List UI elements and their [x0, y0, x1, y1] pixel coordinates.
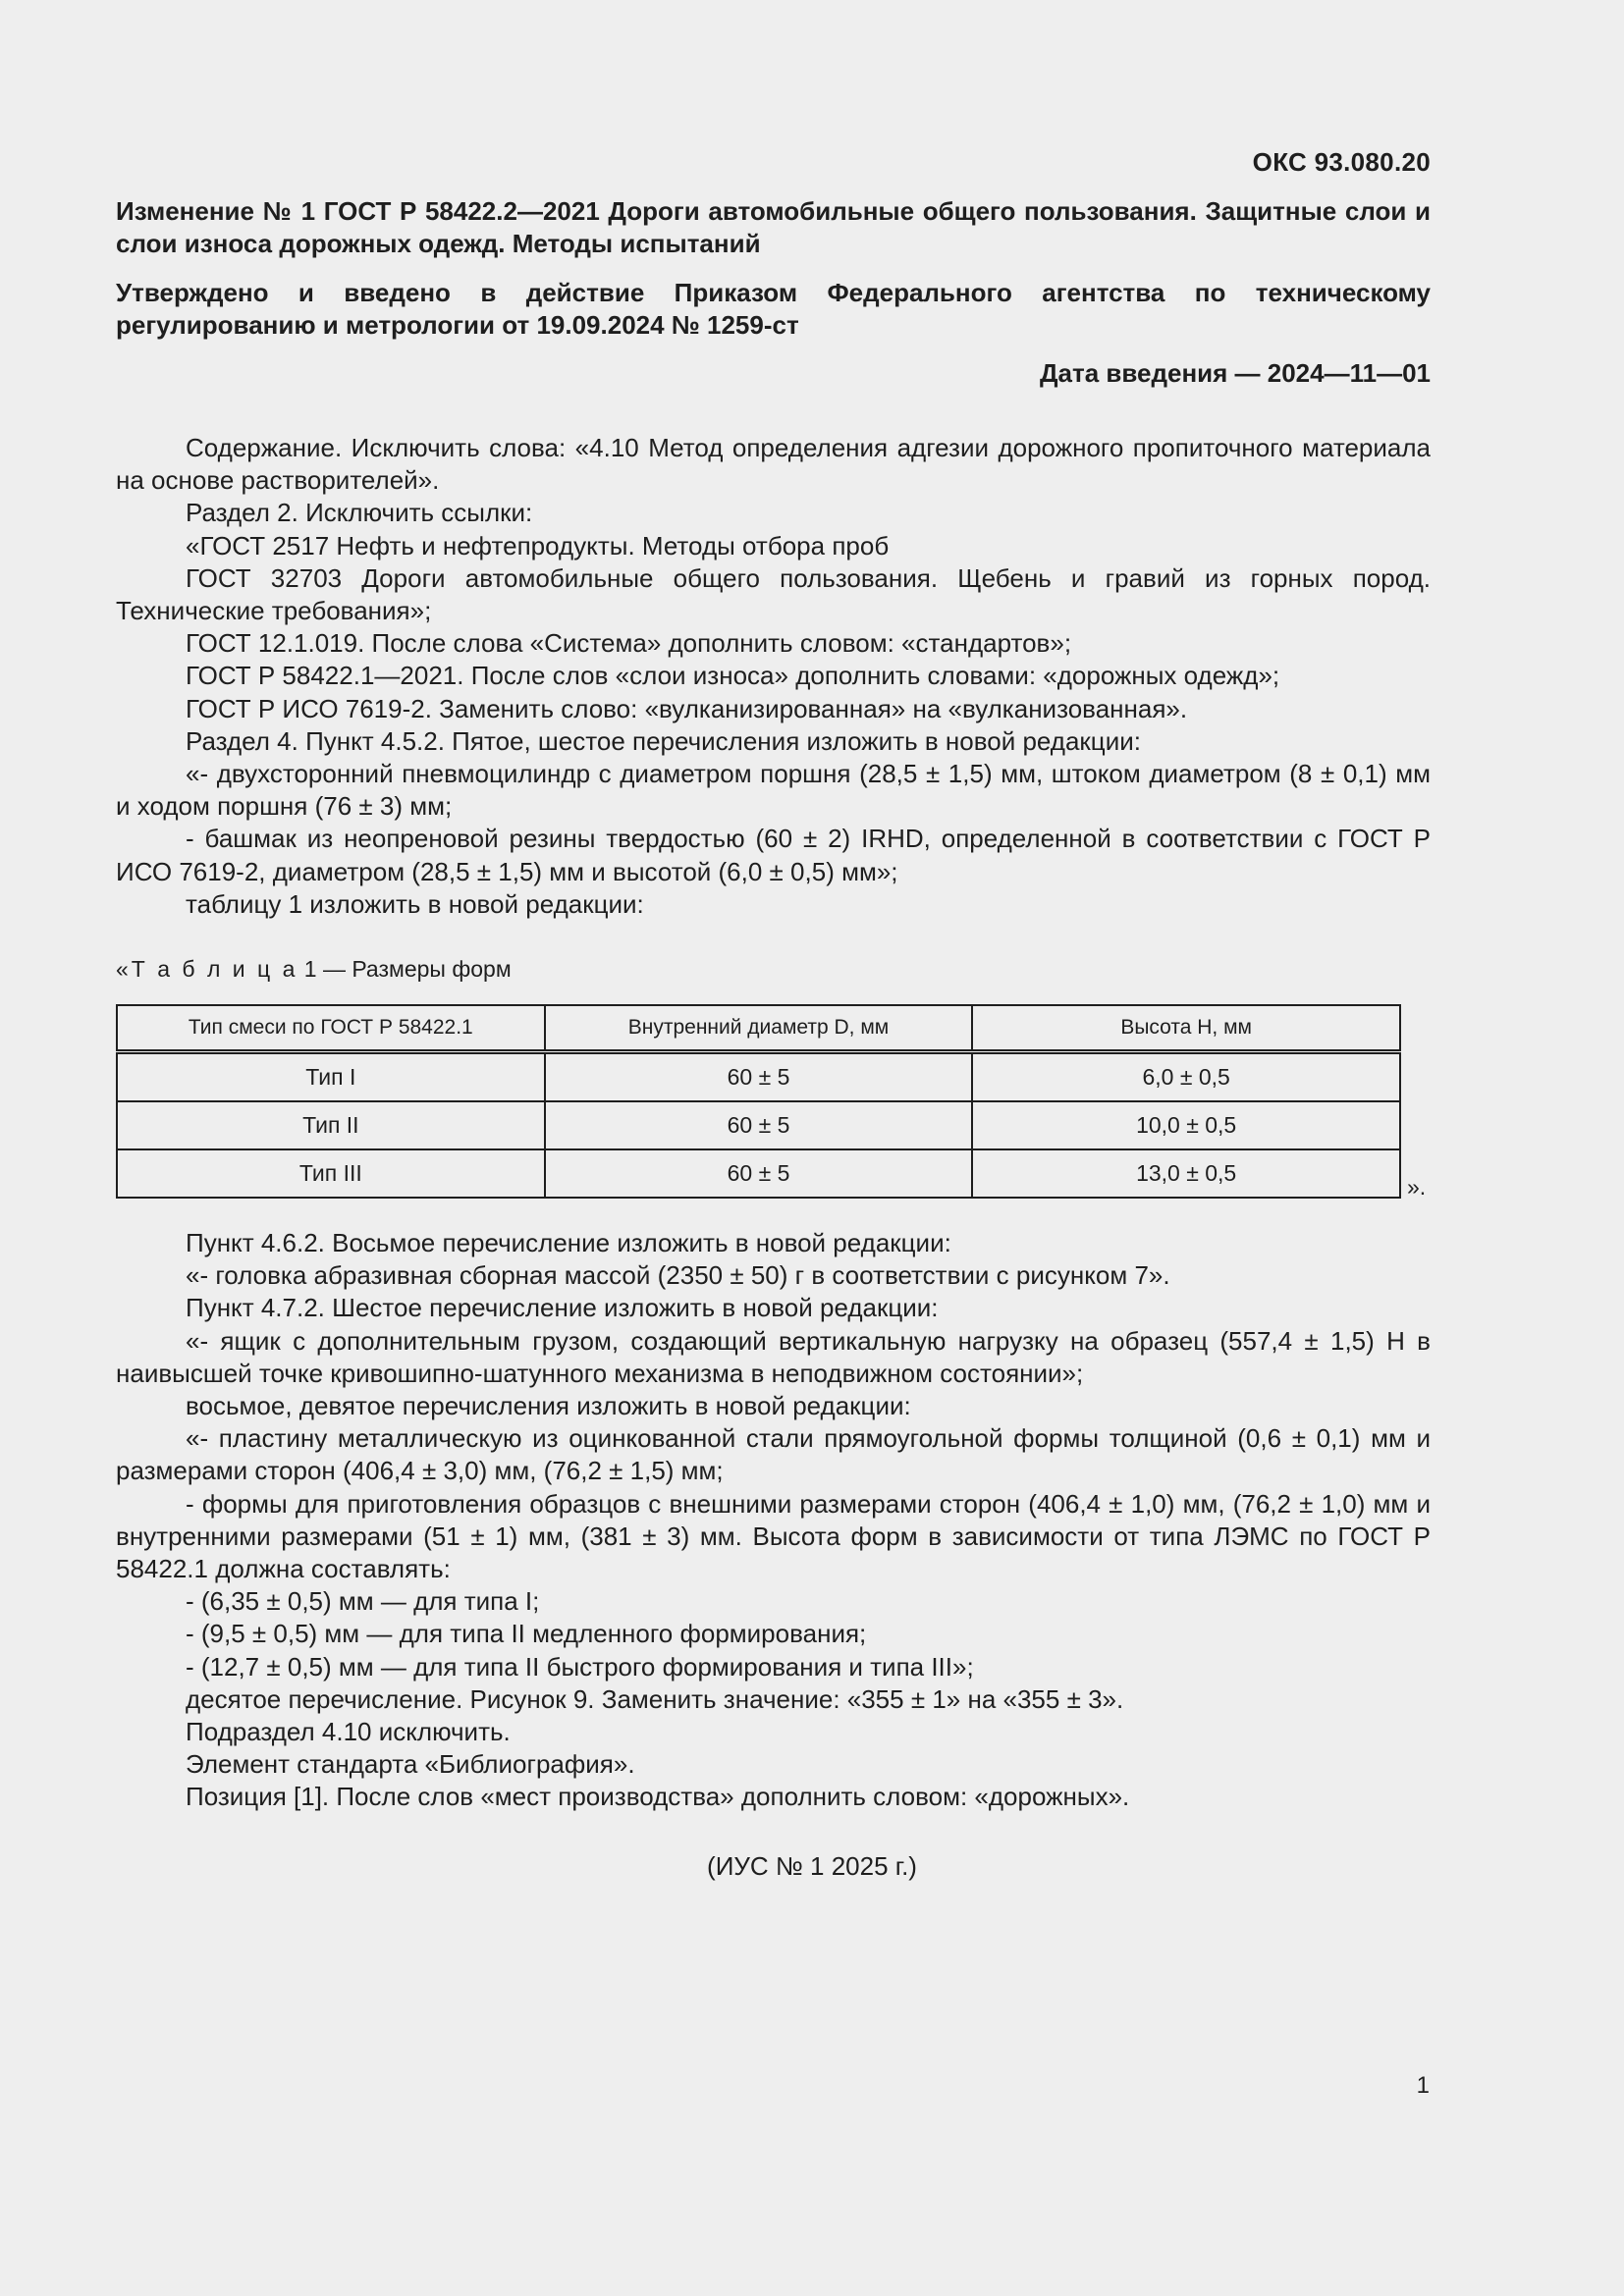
- paragraph: «- ящик с дополнительным грузом, создающий вертикальную нагрузку на образец (557,4 ± 1,5) Н в наивысшей точке кривошипно-шатунного механизма в неподвижном состоянии»;: [116, 1325, 1431, 1388]
- paragraph: Содержание. Исключить слова: «4.10 Метод определения адгезии дорожного пропиточного материала на основе растворителей».: [116, 433, 1431, 496]
- paragraph: - (9,5 ± 0,5) мм — для типа II медленного формирования;: [186, 1619, 867, 1649]
- table-caption-prefix: «Т а б л и ц а: [116, 956, 298, 982]
- paragraph: - (6,35 ± 0,5) мм — для типа I;: [186, 1586, 540, 1617]
- amendment-title: Изменение № 1 ГОСТ Р 58422.2—2021 Дороги автомобильные общего пользования. Защитные слои и слои износа дорожных одежд. Методы испытаний: [116, 196, 1431, 258]
- ius-reference: (ИУС № 1 2025 г.): [707, 1851, 917, 1881]
- amendment-text-part1: [116, 432, 1431, 921]
- paragraph: ГОСТ Р ИСО 7619-2. Заменить слово: «вулканизированная» на «вулканизованная».: [186, 693, 1188, 723]
- table-cell: 60 ± 5: [545, 1052, 973, 1102]
- paragraph: ГОСТ Р 58422.1—2021. После слов «слои износа» дополнить словами: «дорожных одежд»;: [186, 661, 1280, 691]
- approval-statement: Утверждено и введено в действие Приказом Федерального агентства по техническому регулированию и метрологии от 19.09.2024 № 1259-ст: [116, 278, 1431, 340]
- table-caption: [116, 956, 512, 983]
- table-row: [117, 1052, 1400, 1102]
- table-cell: 13,0 ± 0,5: [972, 1149, 1400, 1198]
- paragraph: - (12,7 ± 0,5) мм — для типа II быстрого формирования и типа III»;: [186, 1651, 974, 1682]
- paragraph: Раздел 4. Пункт 4.5.2. Пятое, шестое перечисления изложить в новой редакции:: [186, 725, 1141, 756]
- paragraph: восьмое, девятое перечисления изложить в новой редакции:: [186, 1391, 911, 1421]
- amendment-text-part2: [116, 1227, 1431, 1814]
- table-cell: 60 ± 5: [545, 1149, 973, 1198]
- paragraph: десятое перечисление. Рисунок 9. Заменить значение: «355 ± 1» на «355 ± 3».: [186, 1683, 1124, 1714]
- table-caption-number: 1: [303, 956, 317, 982]
- oks-code: ОКС 93.080.20: [1252, 147, 1431, 177]
- effective-date: Дата введения — 2024—11—01: [1040, 358, 1431, 388]
- table-caption-text: — Размеры форм: [322, 956, 512, 982]
- forms-table-wrapper: [116, 1004, 1401, 1199]
- page-number: 1: [1416, 2072, 1430, 2099]
- paragraph: «- головка абразивная сборная массой (2350 ± 50) г в соответствии с рисунком 7».: [186, 1260, 1170, 1291]
- paragraph: Пункт 4.7.2. Шестое перечисление изложить в новой редакции:: [186, 1293, 939, 1323]
- column-header-inner-diameter: Внутренний диаметр D, мм: [545, 1005, 973, 1052]
- table-row: [117, 1149, 1400, 1198]
- paragraph: Раздел 2. Исключить ссылки:: [186, 498, 533, 528]
- paragraph: Подраздел 4.10 исключить.: [186, 1717, 511, 1747]
- table-cell: Тип III: [117, 1149, 545, 1198]
- paragraph: Элемент стандарта «Библиография».: [186, 1749, 635, 1780]
- forms-table: [116, 1004, 1401, 1199]
- paragraph: ГОСТ 12.1.019. После слова «Система» дополнить словом: «стандартов»;: [186, 628, 1072, 659]
- paragraph: ГОСТ 32703 Дороги автомобильные общего пользования. Щебень и гравий из горных пород. Технические требования»;: [116, 562, 1431, 626]
- paragraph: Пункт 4.6.2. Восьмое перечисление изложить в новой редакции:: [186, 1228, 951, 1257]
- paragraph: «- пластину металлическую из оцинкованной стали прямоугольной формы толщиной (0,6 ± 0,1) мм и размерами сторон (406,4 ± 3,0) мм, (76,2 ± 1,5) мм;: [116, 1423, 1431, 1486]
- column-header-height: Высота H, мм: [972, 1005, 1400, 1052]
- paragraph: Позиция [1]. После слов «мест производства» дополнить словом: «дорожных».: [186, 1782, 1130, 1812]
- paragraph: - формы для приготовления образцов с внешними размерами сторон (406,4 ± 1,0) мм, (76,2 ± 1,0) мм и внутренними размерами (51 ± 1) мм, (381 ± 3) мм. Высота форм в зависимости от типа ЛЭМС по ГОСТ Р 58422.1 должна составлять:: [116, 1488, 1431, 1584]
- paragraph: таблицу 1 изложить в новой редакции:: [186, 888, 644, 919]
- table-header-row: [117, 1005, 1400, 1052]
- table-cell: 60 ± 5: [545, 1101, 973, 1149]
- column-header-mix-type: Тип смеси по ГОСТ Р 58422.1: [117, 1005, 545, 1052]
- table-cell: Тип II: [117, 1101, 545, 1149]
- table-cell: 6,0 ± 0,5: [972, 1052, 1400, 1102]
- table-cell: Тип I: [117, 1052, 545, 1102]
- paragraph: «- двухсторонний пневмоцилиндр с диаметром поршня (28,5 ± 1,5) мм, штоком диаметром (8 ± 0,1) мм и ходом поршня (76 ± 3) мм;: [116, 759, 1431, 822]
- table-closing-quote: ».: [1407, 1174, 1427, 1200]
- paragraph: - башмак из неопреновой резины твердостью (60 ± 2) IRHD, определенной в соответствии с ГОСТ Р ИСО 7619-2, диаметром (28,5 ± 1,5) мм и высотой (6,0 ± 0,5) мм»;: [116, 824, 1431, 886]
- table-cell: 10,0 ± 0,5: [972, 1101, 1400, 1149]
- paragraph: «ГОСТ 2517 Нефть и нефтепродукты. Методы отбора проб: [186, 530, 890, 561]
- table-row: [117, 1101, 1400, 1149]
